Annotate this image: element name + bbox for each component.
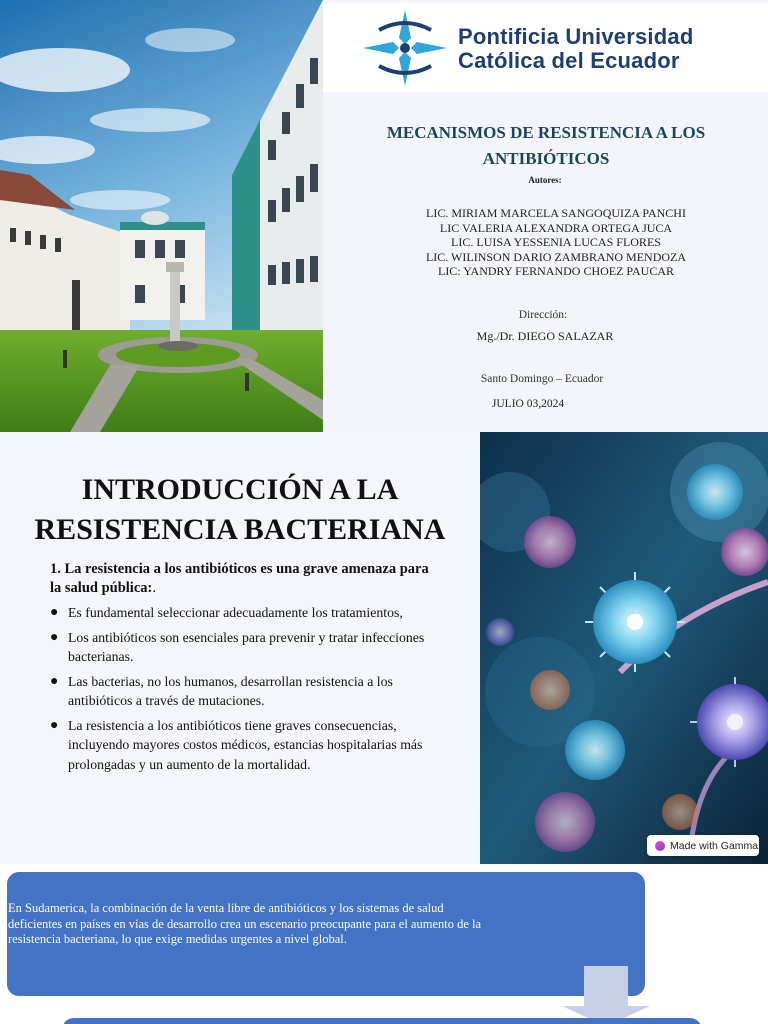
intro-main-point [50,560,430,598]
presentation-title: MECANISMOS DE RESISTENCIA A LOS ANTIBIÓTICOS [386,123,706,168]
made-with-gamma-badge[interactable] [647,835,759,856]
presentation-date: JULIO 03,2024 [491,398,565,410]
bullet-list [50,603,440,779]
gamma-logo-icon [655,841,665,851]
introduction-slide [0,432,768,864]
authors-label: Autores: [528,175,562,185]
intro-point-suffix: . [152,580,156,596]
list-item: ● La resistencia a los antibióticos tiene graves consecuencias, incluyendo mayores costos médicos, estancias hospitalarias más prolongadas y un aumento de la mortalidad. [50,717,423,772]
author-name: LIC. LUISA YESSENIA LUCAS FLORES [451,235,661,250]
bullet-icon: ● [50,717,59,733]
bullet-icon: ● [50,629,59,645]
bullet-icon: ● [50,605,59,620]
info-box-text: En Sudamerica, la combinación de la venta libre de antibióticos y los sistemas de salud deficientes en países en vías de desarrollo crea un escenario preocupante para el aumento de la resistencia bacteriana, lo que exige medidas urgentes a nivel global. [8,901,482,946]
author-name: LIC VALERIA ALEXANDRA ORTEGA JUCA [439,220,673,235]
authors-list [406,206,706,279]
logo-line-2: Católica del Ecuador [458,48,680,73]
intro-point-bold: 1. La resistencia a los antibióticos es una grave amenaza para la salud pública: [50,561,429,596]
logo-line-1: Pontificia Universidad [458,24,694,49]
list-item: ● Los antibióticos son esenciales para prevenir y tratar infecciones bacterianas. [50,629,425,664]
direction-label: Dirección: [518,309,568,321]
author-name: LIC. MIRIAM MARCELA SANGOQUIZA PANCHI [426,206,686,220]
bullet-icon: ● [50,673,59,689]
list-item: ● Las bacterias, no los humanos, desarrollan resistencia a los antibióticos a través de mutaciones. [50,673,393,708]
badge-label: Made with Gamma [670,839,759,852]
location: Santo Domingo – Ecuador [480,373,604,385]
intro-title: INTRODUCCIÓN A LA RESISTENCIA BACTERIANA [34,473,446,546]
cover-slide [0,0,768,432]
director-name: Mg./Dr. DIEGO SALAZAR [476,329,614,343]
bacteria-illustration [480,432,768,864]
university-cross-logo [359,8,451,88]
list-item: ● Es fundamental seleccionar adecuadamente los tratamientos, [50,603,440,623]
university-logo-banner [323,3,768,92]
author-name: LIC. WILINSON DARIO ZAMBRANO MENDOZA [425,249,687,264]
author-name: LIC: YANDRY FERNANDO CHOEZ PAUCAR [437,264,675,279]
campus-photo [0,0,323,432]
next-info-box [62,1018,702,1024]
context-slide [0,864,768,1024]
down-arrow-icon [562,966,650,1024]
